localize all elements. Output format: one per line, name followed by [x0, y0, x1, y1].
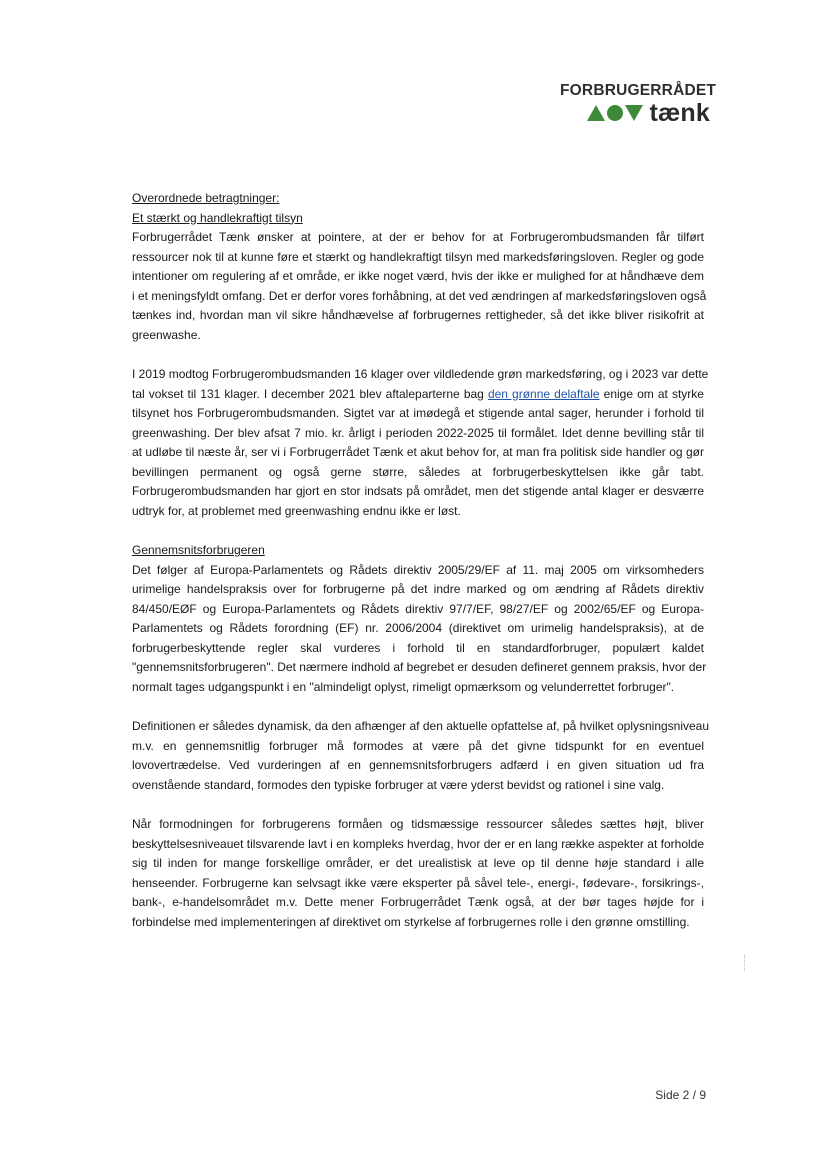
text-line: beskyttelsesniveauet tilsvarende lavt i en kompleks hverdag, hvor der er en lang række aspekter at forholde: [132, 836, 704, 851]
paragraph-klager: [132, 365, 709, 521]
text-line: tænkes ind, hvordan man vil sikre håndhævelse af forbrugernes rettigheder, så det ikke bliver risikofrit at: [132, 308, 704, 322]
text-line: Forbrugerrådet Tænk ønsker at pointere, at der er behov for at Forbrugerombudsmanden får tilført: [132, 230, 704, 244]
text-line: Definitionen er således dynamisk, da den afhænger af den aktuelle opfattelse af, på hvilket oplysningsniveau: [132, 719, 710, 733]
text-line: I 2019 modtog Forbrugerombudsmanden 16 klager over vildledende grøn markedsføring, og i 2023 var dette: [132, 367, 709, 381]
text-line: bevillingen permanent og også gerne større, således at forbrugerbeskyttelsen ikke går tabt.: [132, 464, 704, 479]
text-line: greenwashe.: [132, 327, 201, 342]
logo-mark-row: [560, 101, 710, 125]
text-line: Når formodningen for forbrugerens formåen og tidsmæssige ressourcer således sættes højt, bliver: [132, 817, 704, 831]
text-line: 84/450/EØF og Europa-Parlamentets og Rådets direktiv 97/7/EF, 98/27/EF og 2002/65/EF og Europa-: [132, 601, 704, 616]
heading-tilsyn: Et stærkt og handlekraftigt tilsyn: [132, 210, 303, 225]
text-line: normalt tages udgangspunkt i en "almindeligt oplyst, rimeligt opmærksom og velunderrettet forbruger".: [132, 679, 675, 694]
text-segment: enige om at styrke: [599, 386, 704, 401]
heading-gennemsnitsforbrugeren: Gennemsnitsforbrugeren: [132, 543, 265, 557]
text-line: forbrugerbeskyttende regler skal vurderes i forhold til en standardforbruger, populært kaldet: [132, 640, 704, 655]
document-body: [132, 189, 710, 932]
forbrugerraadet-taenk-logo: [560, 82, 717, 127]
den-groenne-delaftale-link[interactable]: den grønne delaftale: [487, 386, 600, 401]
heading-overordnede: Overordnede betragtninger:: [132, 191, 280, 205]
text-line: lovovertrædelse. Ved vurderingen af en gennemsnitsforbrugers adfærd i en given situation ud fra: [132, 758, 704, 772]
text-segment: tal vokset til 131 klager. I december 2021 blev aftaleparterne bag: [132, 386, 488, 401]
text-line: intentioner om regulering af et område, er ikke noget værd, hvis der ikke er mulighed for at håndhæve dem: [132, 269, 704, 283]
paragraph-definition: [132, 717, 710, 795]
text-line: ressourcer nok til at kunne føre et stærkt og handlekraftigt tilsyn med markedsføringsloven. Regler og gode: [132, 249, 704, 264]
text-line: forbindelse med implementeringen af direktivet om styrkelse af forbrugernes rolle i den grønne omstilling.: [132, 914, 690, 929]
logo-wordmark: tænk: [649, 99, 710, 127]
paragraph-tilsyn: [132, 228, 707, 345]
text-line: Forbrugerombudsmanden har gjort en stor indsats på området, men det stigende antal klager er desværre: [132, 484, 704, 498]
text-line: greenwashing. Der blev afsat 7 mio. kr. årligt i perioden 2022-2025 til formålet. Idet denne bevilling står til: [132, 425, 704, 440]
logo-brand-text: FORBRUGERRÅDET: [560, 82, 717, 99]
text-line: bank-, e-handelsområdet m.v. Dette mener Forbrugerrådet Tænk også, at der bør tages højde for i: [132, 895, 704, 909]
paragraph-direktiv: [132, 561, 707, 698]
text-line: sig til inden for mange forskellige områder, er det urealistisk at leve op til denne høje standard i alle: [132, 856, 704, 870]
text-line: m.v. en gennemsnitlig forbruger må formodes at være på det givne tidspunkt for en eventuel: [132, 738, 704, 753]
text-line: at udløbe til næste år, ser vi i Forbrugerrådet Tænk et akut behov for, at man fra politisk side handler og gør: [132, 445, 704, 459]
text-line: Det følger af Europa-Parlamentets og Rådets direktiv 2005/29/EF af 11. maj 2005 om virksomheders: [132, 562, 704, 577]
text-line: urimelige handelspraksis over for forbrugerne på det indre marked og om ændring af Rådets direktiv: [132, 582, 704, 596]
text-line: "gennemsnitsforbrugeren". Det nærmere indhold af begrebet er desuden defineret gennem praksis, hvor der: [132, 660, 707, 674]
text-line: tilsynet hos Forbrugerombudsmanden. Sigtet var at imødegå et stigende antal sager, herunder i forhold til: [132, 406, 704, 420]
text-line: udtryk for, at problemet med greenwashing endnu ikke er løst.: [132, 503, 461, 518]
logo-shapes-icon: [587, 104, 643, 122]
text-line: henseender. Forbrugerne kan selvsagt ikke være eksperter på såvel tele-, energi-, fødevare-, forsikrings-,: [132, 875, 704, 890]
paragraph-formodning: [132, 815, 704, 932]
text-line: Parlamentets og Rådets forordning (EF) nr. 2006/2004 (direktivet om urimelig handelspraksis), at de: [132, 621, 704, 635]
page-number: Side 2 / 9: [655, 1088, 706, 1102]
text-line-with-link: [132, 385, 704, 405]
text-line: i et meningsfyldt omfang. Det er derfor vores forhåbning, at det ved ændringen af markedsføringsloven også: [132, 288, 707, 303]
text-line: ovenstående standard, formodes den typiske forbruger at være yderst bevidst og rationel i sine valg.: [132, 777, 665, 792]
margin-mark: [744, 955, 746, 971]
